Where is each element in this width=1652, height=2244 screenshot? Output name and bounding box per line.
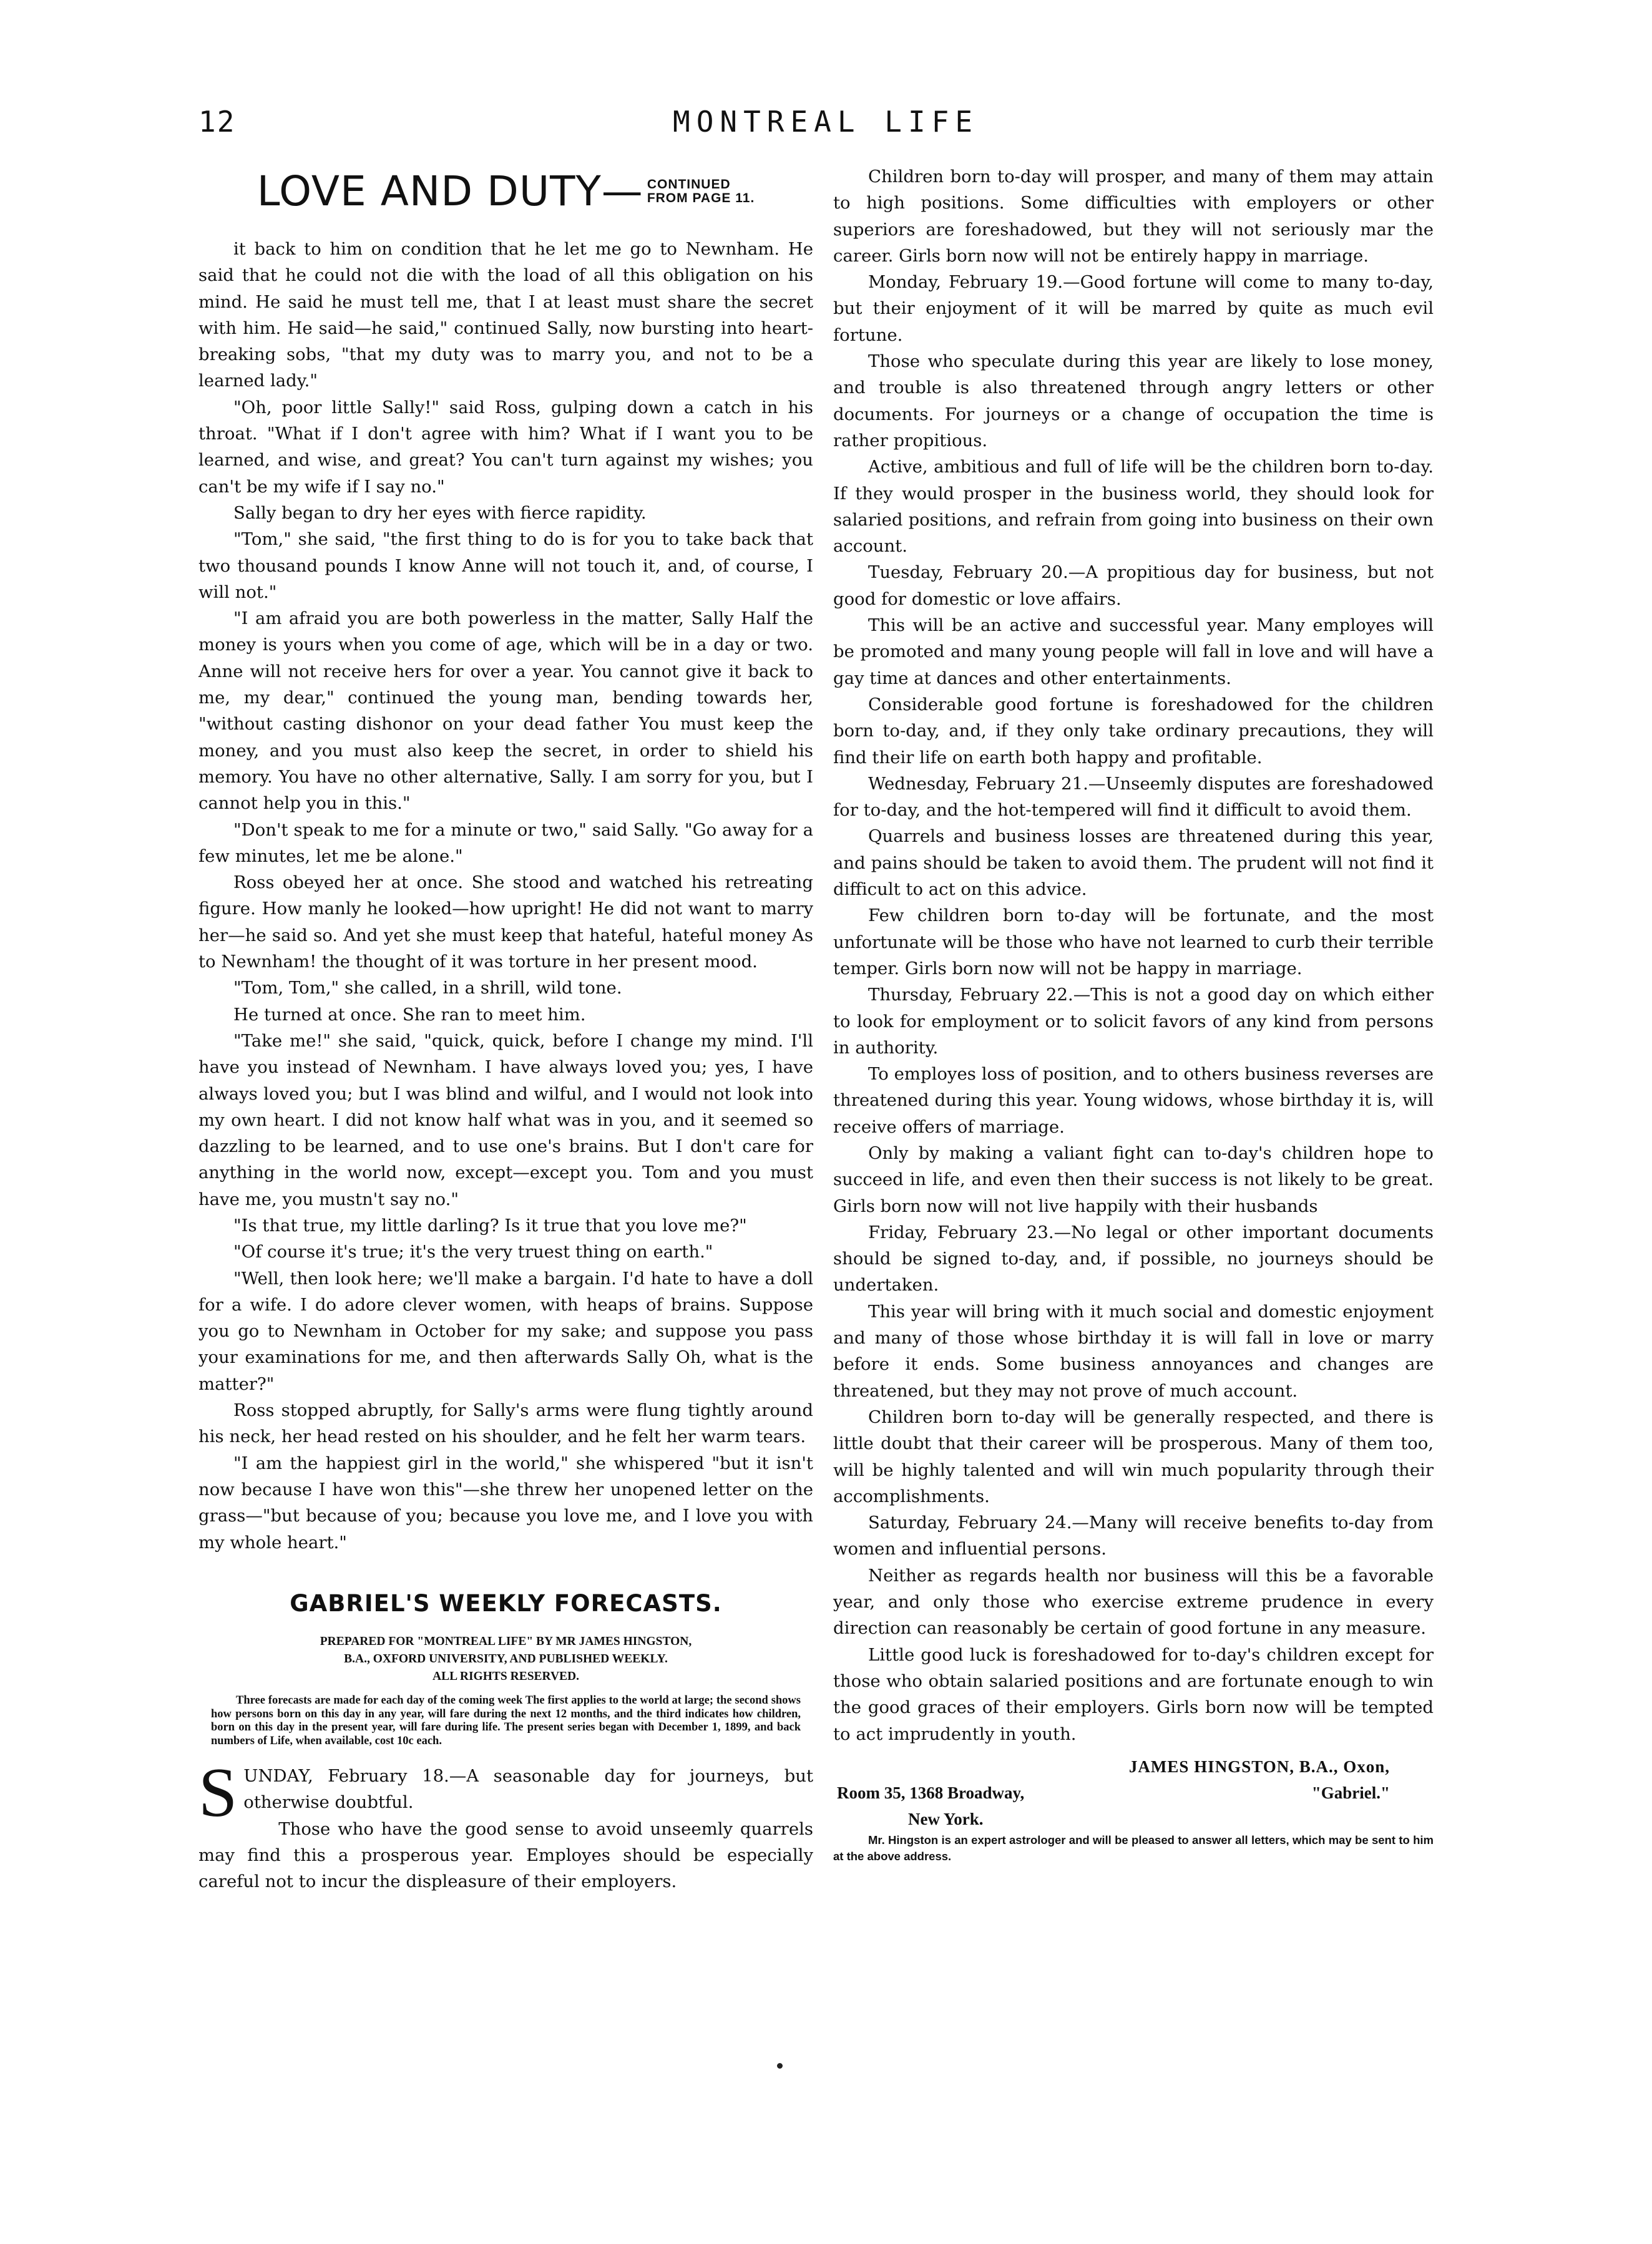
forecast-paragraph: Those who speculate during this year are likely to lose money, and trouble is also threatened through angry letters or other documents. For journeys or a change of occupation the time is rather propitious.: [833, 351, 1434, 451]
forecast-paragraph: Those who have the good sense to avoid unseemly quarrels may find this a prosperous year. Employes should be especially careful not to incur the displeasure of their employers.: [198, 1818, 813, 1892]
story-paragraph: Ross obeyed her at once. She stood and watched his retreating figure. How manly he looked—how upright! He did not want to marry her—he said so. And yet she must keep that hateful, hateful money As to Newnham! the thought of it was torture in her present mood.: [198, 872, 813, 972]
masthead: MONTREAL LIFE: [673, 105, 979, 139]
signature-name: JAMES HINGSTON, B.A., Oxon,: [1128, 1757, 1390, 1776]
forecast-paragraph: Quarrels and business losses are threatened during this year, and pains should be taken to avoid them. The prudent will not find it difficult to act on this advice.: [833, 826, 1434, 900]
forecast-paragraph: Only by making a valiant fight can to-day's children hope to succeed in life, and even then their success is not likely to be great. Girls born now will not live happily with their husbands: [833, 1143, 1434, 1216]
signature-address-line: [833, 1780, 1434, 1806]
story-paragraph: "Oh, poor little Sally!" said Ross, gulping down a catch in his throat. "What if I don't agree with him? What if I want you to be learned, and wise, and great? You can't turn against my wishes; you can't be my wife if I say no.": [198, 397, 813, 497]
story-title: [198, 166, 813, 217]
story-paragraph: "Don't speak to me for a minute or two," said Sally. "Go away for a few minutes, let me be alone.": [198, 819, 813, 866]
page-number: 12: [198, 105, 236, 139]
forecast-paragraph: Children born to-day will be generally respected, and there is little doubt that their career will be prosperous. Many of them too, will be highly talented and will win much popularity through their accomplishments.: [833, 1407, 1434, 1506]
story-paragraph: "Take me!" she said, "quick, quick, before I change my mind. I'll have you instead of Newnham. I have always loved you; yes, I have always loved you; but I was blind and wilful, and I would not look into my own heart. I did not know half what was in you, and it seemed so dazzling to be learned, and to use one's brains. But I don't care for anything in the world now, except—except you. Tom and you must have me, you mustn't say no.": [198, 1030, 813, 1209]
forecast-paragraph: Saturday, February 24.—Many will receive benefits to-day from women and influential persons.: [833, 1513, 1434, 1559]
signature-city: New York.: [908, 1809, 984, 1828]
forecast-paragraph: Neither as regards health nor business will this be a favorable year, and only those who exercise extreme prudence in every direction can reasonably be certain of good fortune in any measure.: [833, 1565, 1434, 1639]
forecast-paragraph: Few children born to-day will be fortunate, and the most unfortunate will be those who have not learned to curb their terrible temper. Girls born now will not be happy in marriage.: [833, 905, 1434, 978]
page-mark: [777, 2063, 783, 2069]
story-body: [198, 236, 813, 1556]
story-paragraph: "Well, then look here; we'll make a bargain. I'd hate to have a doll for a wife. I do adore clever women, with heaps of brains. Suppose you go to Newnham in October for my sake; and suppose you pass your examinations for me, and then afterwards Sally Oh, what is the matter?": [198, 1268, 813, 1394]
forecasts-title: GABRIEL'S WEEKLY FORECASTS.: [290, 1589, 722, 1617]
sunday-forecast: [198, 1754, 813, 1832]
from-page-line: FROM PAGE 11.: [647, 191, 755, 205]
forecast-paragraph: Monday, February 19.—Good fortune will come to many to-day, but their enjoyment of it will be marred by quite as much evil fortune.: [833, 272, 1434, 345]
sunday-forecast-text: UNDAY, February 18.—A seasonable day for journeys, but otherwise doubtful.: [243, 1766, 813, 1813]
forecast-right-body: [833, 163, 1434, 1747]
forecast-paragraph: Friday, February 23.—No legal or other important documents should be signed to-day, and, if possible, no journeys should be undertaken.: [833, 1222, 1434, 1295]
forecasts-credit: [198, 1633, 813, 1685]
signature-pen-name: "Gabriel.": [1311, 1783, 1390, 1802]
forecast-left-body: [198, 1816, 813, 1895]
credit-line: PREPARED FOR "MONTREAL LIFE" BY MR JAMES HINGSTON,: [320, 1635, 692, 1649]
credit-line: B.A., OXFORD UNIVERSITY, AND PUBLISHED WEEKLY.: [344, 1652, 668, 1666]
story-paragraph: it back to him on condition that he let me go to Newnham. He said that he could not die with the load of all this obligation on his mind. He said he must tell me, that I at least must share the secret with him. He said—he said," continued Sally, now bursting into heart-breaking sobs, "that my duty was to marry you, and not to be a learned lady.": [198, 239, 813, 391]
forecast-paragraph: Tuesday, February 20.—A propitious day for business, but not good for domestic or love affairs.: [833, 562, 1434, 609]
left-column: [198, 163, 813, 1895]
story-paragraph: "I am the happiest girl in the world," she whispered "but it isn't now because I have won this"—she threw her unopened letter on the grass—"but because of you; because you love me, and I love you with my whole heart.": [198, 1453, 813, 1553]
story-paragraph: Sally began to dry her eyes with fierce rapidity.: [233, 502, 647, 523]
forecasts-intro: Three forecasts are made for each day of the coming week The first applies to the world at large; the second shows how persons born on this day in any year, will fare during the next 12 months, and the third indicates how children, born on this day in the present year, will fare during life. The present series began with December 1, 1899, and back numbers of Life, when available, cost 10c each.: [211, 1694, 801, 1747]
author-note: Mr. Hingston is an expert astrologer and will be pleased to answer all letters, which may be sent to him at the above address.: [833, 1833, 1434, 1863]
right-column: [833, 163, 1434, 1865]
story-paragraph: "Of course it's true; it's the very truest thing on earth.": [233, 1242, 713, 1262]
forecast-paragraph: This will be an active and successful year. Many employes will be promoted and many young people will fall in love and will have a gay time at dances and other entertainments.: [833, 615, 1434, 688]
credit-line: ALL RIGHTS RESERVED.: [432, 1670, 579, 1684]
forecast-paragraph: Little good luck is foreshadowed for to-day's children except for those who obtain salaried positions and are fortunate enough to win the good graces of their employers. Girls born now will be tempted to act imprudently in youth.: [833, 1644, 1434, 1744]
forecast-paragraph: Wednesday, February 21.—Unseemly disputes are foreshadowed for to-day, and the hot-tempered will find it difficult to avoid them.: [833, 773, 1434, 821]
forecast-paragraph: Thursday, February 22.—This is not a good day on which either to look for employment or to solicit favors of any kind from persons in authority.: [833, 985, 1434, 1058]
continued-line: CONTINUED: [647, 177, 731, 192]
story-paragraph: "I am afraid you are both powerless in the matter, Sally Half the money is yours when you come of age, which will be in a day or two. Anne will not receive hers for over a year. You cannot give it back to me, my dear," continued the young man, bending towards her, "without casting dishonor on your dead father You must keep the money, and you must also keep the secret, in order to shield his memory. You have no other alternative, Sally. I am sorry for you, but I cannot help you in this.": [198, 608, 813, 814]
signature-address: Room 35, 1368 Broadway,: [837, 1783, 1025, 1802]
story-paragraph: Ross stopped abruptly, for Sally's arms were flung tightly around his neck, her head rested on his shoulder, and he felt her warm tears.: [198, 1400, 813, 1447]
forecast-paragraph: Active, ambitious and full of life will be the children born to-day. If they would prosper in the business world, they should look for salaried positions, and refrain from going into business on their own account.: [833, 457, 1434, 557]
forecast-paragraph: Children born to-day will prosper, and many of them may attain to high positions. Some difficulties with employers or other superiors are foreshadowed, but they will not seriously mar the career. Girls born now will not be entirely happy in marriage.: [833, 167, 1434, 266]
forecast-paragraph: This year will bring with it much social and domestic enjoyment and many of those whose birthday it is will fall in love or marry before it ends. Some business annoyances and changes are threatened, but they may not prove of much account.: [833, 1301, 1434, 1401]
story-paragraph: "Is that true, my little darling? Is it true that you love me?": [233, 1215, 747, 1236]
forecast-paragraph: To employes loss of position, and to others business reverses are threatened during this year. Young widows, whose birthday it is, will receive offers of marriage.: [833, 1064, 1434, 1137]
story-paragraph: He turned at once. She ran to meet him.: [233, 1004, 586, 1025]
page-header: [198, 105, 1434, 161]
continued-note: [647, 178, 755, 205]
drop-cap: S: [198, 1754, 238, 1832]
story-title-text: LOVE AND DUTY—: [257, 167, 643, 215]
signature-block: [833, 1754, 1434, 1832]
forecast-paragraph: Considerable good fortune is foreshadowed for the children born to-day, and, if they only take ordinary precautions, they will find their life on earth both happy and profitable.: [833, 694, 1434, 768]
story-paragraph: "Tom," she said, "the first thing to do is for you to take back that two thousand pounds I know Anne will not touch it, and, of course, I will not.": [198, 529, 813, 602]
story-paragraph: "Tom, Tom," she called, in a shrill, wild tone.: [233, 978, 622, 998]
